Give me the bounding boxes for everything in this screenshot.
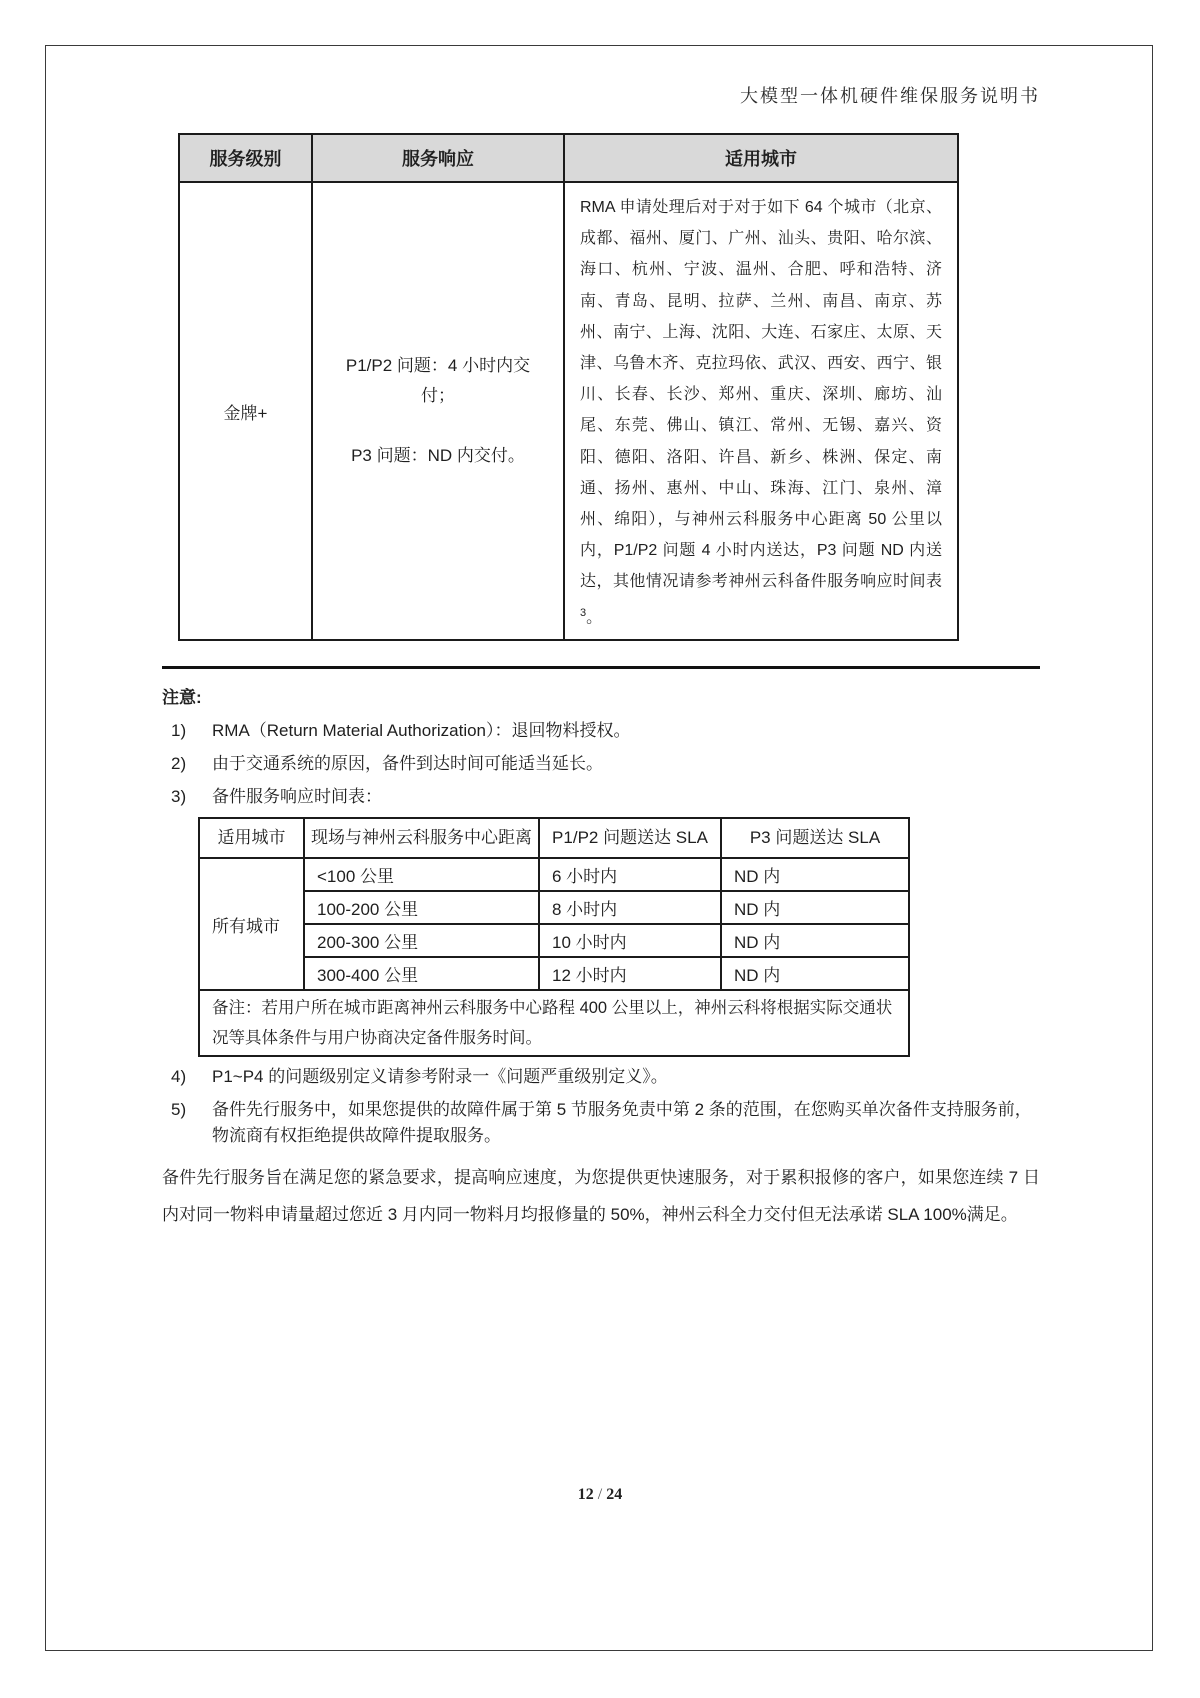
note-text: P1~P4 的问题级别定义请参考附录一《问题严重级别定义》。	[212, 1067, 668, 1087]
note-item-5	[162, 1097, 1040, 1149]
sla-row	[199, 858, 909, 891]
note-number: 4)	[171, 1067, 187, 1087]
p3-sla-cell: ND 内	[721, 858, 909, 891]
note-text: 由于交通系统的原因，备件到达时间可能适当延长。	[212, 754, 603, 774]
note-text: RMA（Return Material Authorization）：退回物料授权。	[212, 721, 631, 741]
note-number: 1)	[171, 721, 187, 741]
sla-table-header-row	[199, 818, 909, 858]
sla-header-city: 适用城市	[199, 818, 304, 858]
note-item-2	[162, 751, 1040, 777]
page-number: 12	[577, 1486, 594, 1503]
distance-cell: 100-200 公里	[304, 891, 539, 924]
service-table-row	[179, 182, 958, 640]
document-header-title: 大模型一体机硬件维保服务说明书	[740, 86, 1040, 106]
applicable-cities-cell	[564, 182, 958, 640]
service-table-header-row	[179, 134, 958, 182]
sla-row	[199, 924, 909, 957]
service-response-cell	[312, 182, 564, 640]
p12-sla-cell: 8 小时内	[539, 891, 721, 924]
cities-text-suffix: 。	[586, 608, 603, 626]
page-footer	[0, 1486, 1200, 1504]
sla-row	[199, 891, 909, 924]
note-number: 5)	[171, 1100, 187, 1120]
sla-remark-row	[199, 990, 909, 1056]
note-item-4	[162, 1064, 1040, 1090]
sla-header-p3: P3 问题送达 SLA	[721, 818, 909, 858]
distance-cell: 200-300 公里	[304, 924, 539, 957]
note-item-1	[162, 718, 1040, 744]
header-service-level: 服务级别	[179, 134, 312, 182]
cities-text: RMA 申请处理后对于对于如下 64 个城市（北京、成都、福州、厦门、广州、汕头、贵阳、哈尔滨、海口、杭州、宁波、温州、合肥、呼和浩特、济南、青岛、昆明、拉萨、兰州、南昌、南京、苏州、南宁、上海、沈阳、大连、石家庄、太原、天津、乌鲁木齐、克拉玛依、武汉、西安、西宁、银川、长春、长沙、郑州、重庆、深圳、廊坊、汕尾、东莞、佛山、镇江、常州、无锡、嘉兴、资阳、德阳、洛阳、许昌、新乡、株洲、保定、南通、扬州、惠州、中山、珠海、江门、泉州、漳州、绵阳），与神州云科服务中心距离 50 公里以内，P1/P2 问题 4 小时内送达，P3 问题 ND 内送达，其他情况请参考神州云科备件服务响应时间表	[580, 199, 942, 591]
sla-header-p12: P1/P2 问题送达 SLA	[539, 818, 721, 858]
page-number-separator: /	[597, 1486, 603, 1503]
p12-sla-cell: 12 小时内	[539, 957, 721, 990]
note-number: 2)	[171, 754, 187, 774]
distance-cell: 300-400 公里	[304, 957, 539, 990]
section-divider-line	[162, 666, 1040, 669]
p3-sla-cell: ND 内	[721, 957, 909, 990]
closing-paragraph: 备件先行服务旨在满足您的紧急要求，提高响应速度，为您提供更快速服务，对于累积报修的客户，如果您连续 7 日内对同一物料申请量超过您近 3 月内同一物料月均报修量的 50%，神州云科全力交付但无法承诺 SLA 100%满足。	[162, 1168, 1040, 1225]
p12-sla-cell: 6 小时内	[539, 858, 721, 891]
service-level-table	[178, 133, 959, 641]
sla-row	[199, 957, 909, 990]
response-p1p2: P1/P2 问题：4 小时内交付；	[345, 356, 531, 406]
note-item-3	[162, 784, 1040, 810]
response-p3: P3 问题：ND 内交付。	[351, 446, 525, 466]
note-text: 备件服务响应时间表：	[212, 787, 382, 807]
service-level-cell: 金牌+	[179, 182, 312, 640]
p3-sla-cell: ND 内	[721, 891, 909, 924]
remark-cell: 备注：若用户所在城市距离神州云科服务中心路程 400 公里以上，神州云科将根据实际交通状况等具体条件与用户协商决定备件服务时间。	[199, 990, 909, 1056]
note-text: 备件先行服务中，如果您提供的故障件属于第 5 节服务免责中第 2 条的范围，在您购买单次备件支持服务前，物流商有权拒绝提供故障件提取服务。	[212, 1100, 1032, 1146]
notes-title: 注意:	[162, 688, 202, 708]
header-applicable-cities: 适用城市	[564, 134, 958, 182]
p3-sla-cell: ND 内	[721, 924, 909, 957]
sla-header-distance: 现场与神州云科服务中心距离	[304, 818, 539, 858]
footnote-ref-3: 3	[580, 606, 587, 619]
page-total: 24	[606, 1486, 623, 1503]
note-number: 3)	[171, 787, 187, 807]
page-content	[162, 133, 1040, 1233]
city-group-cell: 所有城市	[199, 858, 304, 990]
header-service-response: 服务响应	[312, 134, 564, 182]
distance-cell: <100 公里	[304, 858, 539, 891]
sla-response-time-table	[198, 817, 910, 1057]
p12-sla-cell: 10 小时内	[539, 924, 721, 957]
